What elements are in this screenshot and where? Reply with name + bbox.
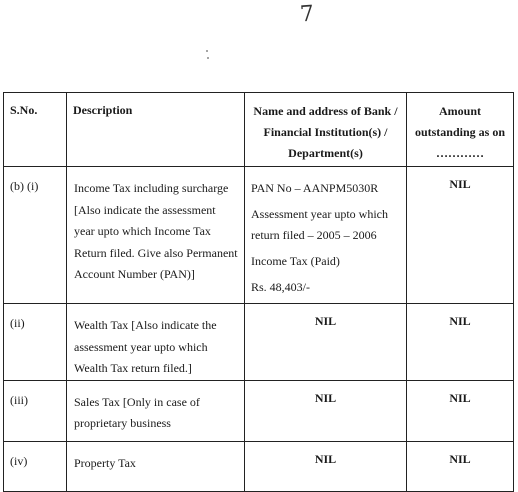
table-row: [4, 304, 514, 381]
row-amount: NIL: [407, 380, 514, 441]
scan-speck: [207, 57, 209, 59]
row-description: Income Tax including surcharge [Also indicate the assessment year upto which Income Tax Return filed. Give also Permanent Account Number (PAN)]: [67, 167, 245, 304]
row-bank: NIL: [245, 441, 407, 491]
row-description: Sales Tax [Only in case of proprietary business: [67, 380, 245, 441]
income-tax-amount: Rs. 48,403/-: [251, 280, 311, 294]
row-sno: (ii): [4, 304, 67, 381]
row-amount: NIL: [407, 304, 514, 381]
row-amount: NIL: [407, 441, 514, 491]
header-amount: Amount outstanding as on …………: [407, 93, 514, 167]
row-description: Property Tax: [67, 441, 245, 491]
row-bank-details: [245, 167, 407, 304]
row-sno: (iv): [4, 441, 67, 491]
row-amount: NIL: [407, 167, 514, 304]
assessment-year: Assessment year upto which return filed – 2005 – 2006: [251, 207, 388, 242]
row-bank: NIL: [245, 304, 407, 381]
income-tax-status: Income Tax (Paid): [251, 254, 340, 268]
scan-speck: [206, 50, 208, 52]
table-row: [4, 441, 514, 491]
header-description: Description: [67, 93, 245, 167]
table-row: [4, 380, 514, 441]
table-row: [4, 167, 514, 304]
page-number: 7: [299, 1, 315, 28]
row-description: Wealth Tax [Also indicate the assessment year upto which Wealth Tax return filed.]: [67, 304, 245, 381]
pan-number: PAN No – AANPM5030R: [251, 181, 379, 195]
header-bank: Name and address of Bank / Financial Institution(s) / Department(s): [245, 93, 407, 167]
table-header-row: [4, 93, 514, 167]
tax-details-table: [3, 92, 514, 492]
header-sno: S.No.: [4, 93, 67, 167]
row-bank: NIL: [245, 380, 407, 441]
row-sno: (iii): [4, 380, 67, 441]
row-sno: (b) (i): [4, 167, 67, 304]
